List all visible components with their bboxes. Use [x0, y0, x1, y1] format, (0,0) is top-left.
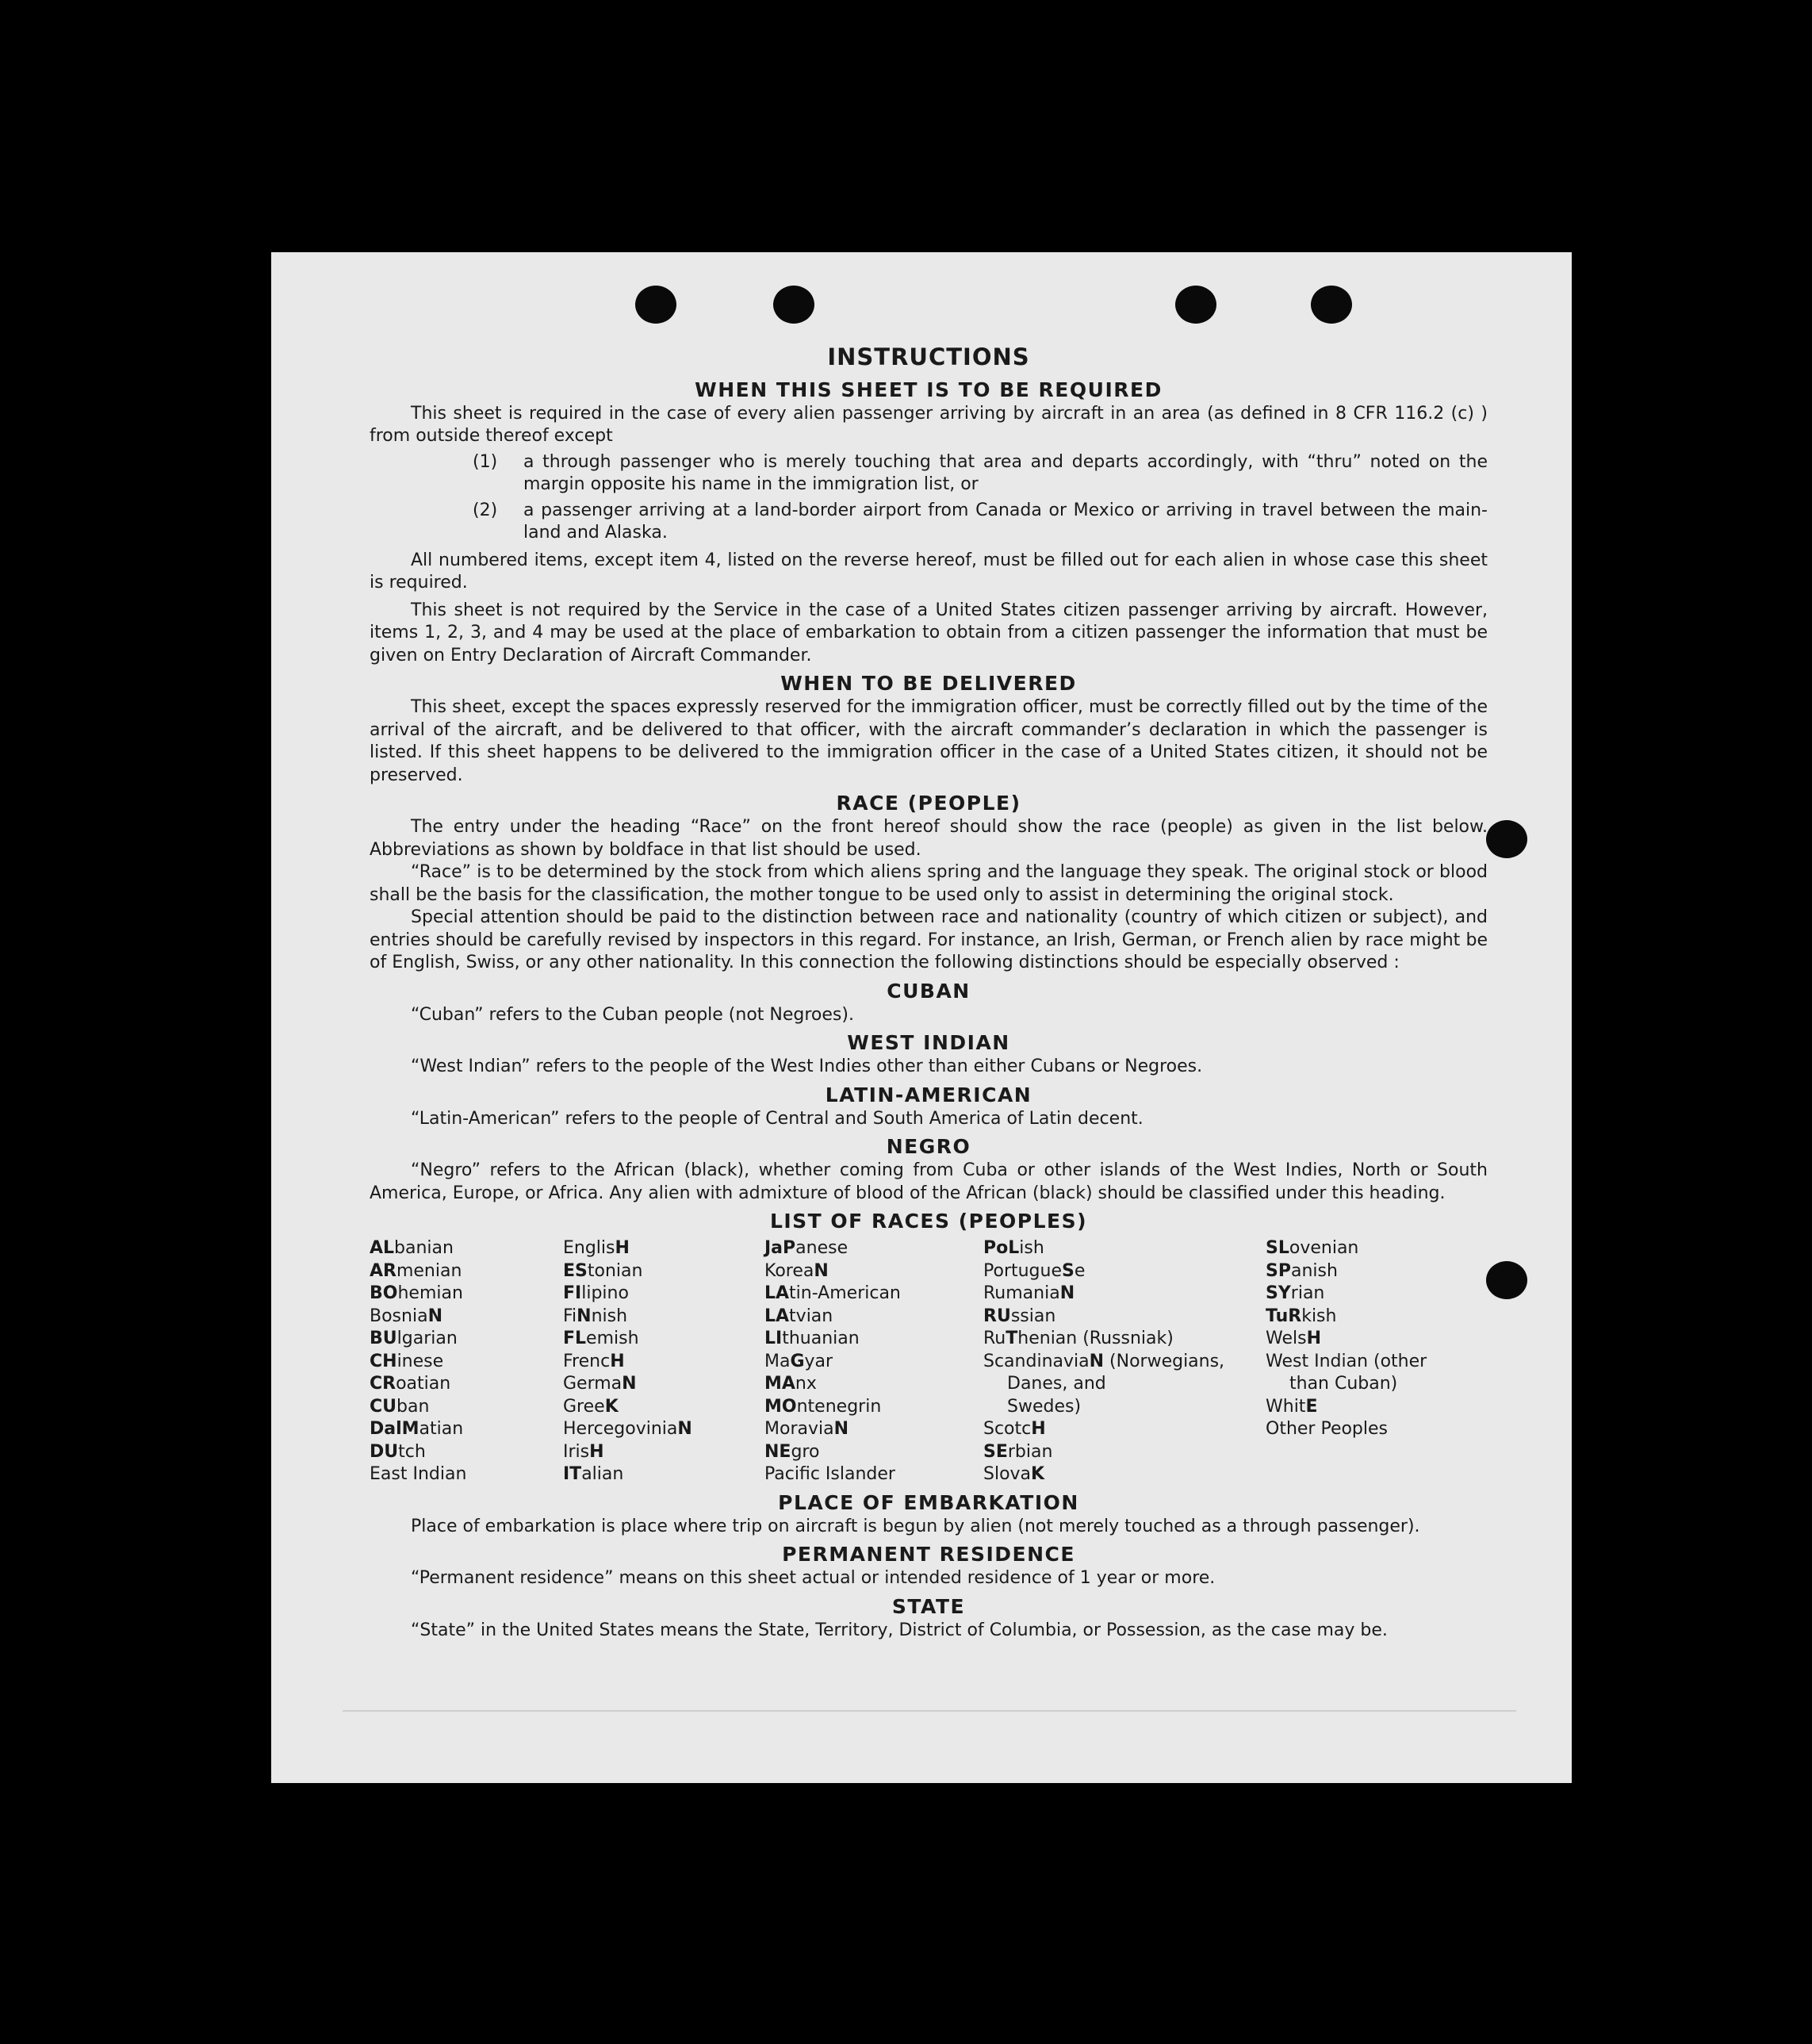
punch-hole [635, 286, 676, 324]
race-paragraph-1: The entry under the heading “Race” on the front hereof should show the race (people) as given in the list below. Abbreviations as shown by boldface in that list should be used. [370, 817, 1488, 860]
race-entry: EStonian [563, 1260, 643, 1281]
race-paragraph-3: Special attention should be paid to the distinction between race and nationality (country of which citizen or subject), and entries should be carefully revised by inspectors in this regard. For instance, an Irish, German, or French alien by race might be of English, Swiss, or any other nationality. In this connection the following distinctions should be especially observed : [370, 907, 1488, 972]
races-column [563, 1237, 764, 1486]
race-entry: MAnx [764, 1374, 817, 1394]
race-entry: HercegoviniaN [563, 1419, 692, 1439]
race-entry: FIlipino [563, 1283, 629, 1303]
heading-residence: PERMANENT RESIDENCE [782, 1543, 1075, 1566]
race-entry: ALbanian [370, 1238, 454, 1258]
race-entry: ARmenian [370, 1260, 462, 1281]
race-entry: WelsH [1266, 1329, 1321, 1348]
instructions-content [370, 343, 1488, 1642]
race-entry: SYrian [1266, 1283, 1325, 1303]
race-entry: IrisH [563, 1441, 604, 1462]
race-entry: MoraviaN [764, 1419, 849, 1439]
punch-hole [1486, 1261, 1527, 1299]
race-entry: RumaniaN [983, 1283, 1075, 1303]
race-entry: SlovaK [983, 1464, 1045, 1484]
race-entry: MOntenegrin [764, 1396, 882, 1417]
race-entry: BUlgarian [370, 1329, 458, 1348]
bleed-through-rule [343, 1710, 1516, 1712]
race-entry: Danes, and [1007, 1374, 1106, 1394]
race-entry: SErbian [983, 1441, 1053, 1462]
heading-race: RACE (PEOPLE) [836, 792, 1021, 815]
punch-hole [1486, 820, 1527, 858]
race-entry: CRoatian [370, 1374, 451, 1394]
race-entry: GermaN [563, 1374, 637, 1394]
race-entry: ITalian [563, 1464, 624, 1484]
race-entry: EnglisH [563, 1238, 630, 1258]
race-entry: DUtch [370, 1441, 426, 1462]
race-entry: LAtvian [764, 1306, 833, 1326]
heading-negro: NEGRO [886, 1135, 971, 1158]
exception-item [473, 500, 1488, 545]
residence-text: “Permanent residence” means on this sheet actual or intended residence of 1 year or more. [411, 1568, 1216, 1588]
race-entry: JaPanese [764, 1238, 849, 1258]
race-entry: BosniaN [370, 1306, 442, 1326]
race-entry: KoreaN [764, 1260, 829, 1281]
race-entry: RuThenian (Russniak) [983, 1329, 1174, 1348]
negro-text: “Negro” refers to the African (black), whether coming from Cuba or other islands of the West Indies, North or South America, Europe, or Africa. Any alien with admixture of blood of the African (black) should be classified under this heading. [370, 1160, 1488, 1203]
heading-latin-american: LATIN-AMERICAN [825, 1083, 1032, 1106]
race-entry: ScotcH [983, 1419, 1046, 1439]
exception-item [473, 451, 1488, 497]
race-entry: CUban [370, 1396, 430, 1417]
item-number: (1) [473, 451, 498, 472]
race-entry: Other Peoples [1266, 1419, 1389, 1439]
race-entry: Pacific Islander [764, 1464, 895, 1484]
when-delivered-text: This sheet, except the spaces expressly reserved for the immigration officer, must be correctly filled out by the time of the arrival of the aircraft, and be delivered to that officer, with the aircraft commander’s declaration in which the passenger is listed. If this sheet happens to be delivered to the immigration officer in the case of a United States citizen, it should not be preserved. [370, 697, 1488, 785]
race-entry: TuRkish [1266, 1306, 1337, 1326]
heading-west-indian: WEST INDIAN [847, 1031, 1010, 1054]
embarkation-text: Place of embarkation is place where trip on aircraft is begun by alien (not merely touched as a through passenger). [411, 1516, 1420, 1536]
heading-when-delivered: WHEN TO BE DELIVERED [780, 672, 1077, 695]
when-required-intro: This sheet is required in the case of every alien passenger arriving by aircraft in an area (as defined in 8 CFR 116.2 (c) ) from outside thereof except [370, 403, 1488, 446]
race-entry: FLemish [563, 1329, 639, 1348]
item-number: (2) [473, 500, 498, 520]
race-entry: SLovenian [1266, 1238, 1359, 1258]
race-entry: NEgro [764, 1441, 820, 1462]
state-text: “State” in the United States means the State, Territory, District of Columbia, or Possession, as the case may be. [411, 1620, 1388, 1640]
race-entry: West Indian (other [1266, 1351, 1427, 1371]
page-title: INSTRUCTIONS [827, 343, 1030, 370]
race-entry: GreeK [563, 1396, 619, 1417]
punch-hole [773, 286, 814, 324]
race-entry: LAtin-American [764, 1283, 901, 1303]
races-column [1266, 1237, 1488, 1486]
heading-state: STATE [891, 1594, 966, 1618]
race-entry: DalMatian [370, 1419, 464, 1439]
race-entry: LIthuanian [764, 1329, 860, 1348]
race-entry: BOhemian [370, 1283, 463, 1303]
punch-hole [1175, 286, 1216, 324]
item-text: a through passenger who is merely touching that area and departs accordingly, with “thru” noted on the margin opposite his name in the immigration list, or [523, 451, 1488, 494]
item-text: a passenger arriving at a land-border airport from Canada or Mexico or arriving in travel between the main-land and Alaska. [523, 500, 1488, 543]
punch-hole [1311, 286, 1352, 324]
race-entry: FiNnish [563, 1306, 628, 1326]
race-entry: MaGyar [764, 1351, 833, 1371]
heading-list-of-races: LIST OF RACES (PEOPLES) [769, 1210, 1088, 1233]
races-column [764, 1237, 983, 1486]
race-entry: WhitE [1266, 1396, 1318, 1417]
instruction-sheet [271, 252, 1572, 1783]
race-paragraph-2: “Race” is to be determined by the stock from which aliens spring and the language they speak. The original stock or blood shall be the basis for the classification, the mother tongue to be used only to assist in determining the original stock. [370, 862, 1488, 905]
race-entry: RUssian [983, 1306, 1056, 1326]
races-column [983, 1237, 1266, 1486]
cuban-text: “Cuban” refers to the Cuban people (not Negroes). [411, 1004, 854, 1025]
west-indian-text: “West Indian” refers to the people of the West Indies other than either Cubans or Negroes. [411, 1057, 1203, 1076]
races-column [370, 1237, 563, 1486]
race-entry: CHinese [370, 1351, 444, 1371]
heading-when-required: WHEN THIS SHEET IS TO BE REQUIRED [695, 378, 1163, 401]
heading-cuban: CUBAN [887, 979, 971, 1003]
race-entry: than Cuban) [1289, 1374, 1398, 1394]
heading-embarkation: PLACE OF EMBARKATION [778, 1490, 1079, 1514]
numbered-items-paragraph: All numbered items, except item 4, listed on the reverse hereof, must be filled out for each alien in whose case this sheet is required. [370, 550, 1488, 592]
race-entry: East Indian [370, 1464, 467, 1484]
latin-american-text: “Latin-American” refers to the people of Central and South America of Latin decent. [411, 1108, 1144, 1129]
race-entry: PoLish [983, 1238, 1044, 1258]
race-entry: FrencH [563, 1351, 625, 1371]
races-list [370, 1237, 1488, 1486]
race-entry: Swedes) [1007, 1396, 1082, 1417]
race-entry: SPanish [1266, 1260, 1338, 1281]
citizen-paragraph: This sheet is not required by the Service in the case of a United States citizen passenger arriving by aircraft. However, items 1, 2, 3, and 4 may be used at the place of embarkation to obtain from a citizen passenger the information that must be given on Entry Declaration of Aircraft Commander. [370, 600, 1488, 665]
race-entry: ScandinaviaN (Norwegians, [983, 1351, 1225, 1371]
race-entry: PortugueSe [983, 1260, 1086, 1281]
